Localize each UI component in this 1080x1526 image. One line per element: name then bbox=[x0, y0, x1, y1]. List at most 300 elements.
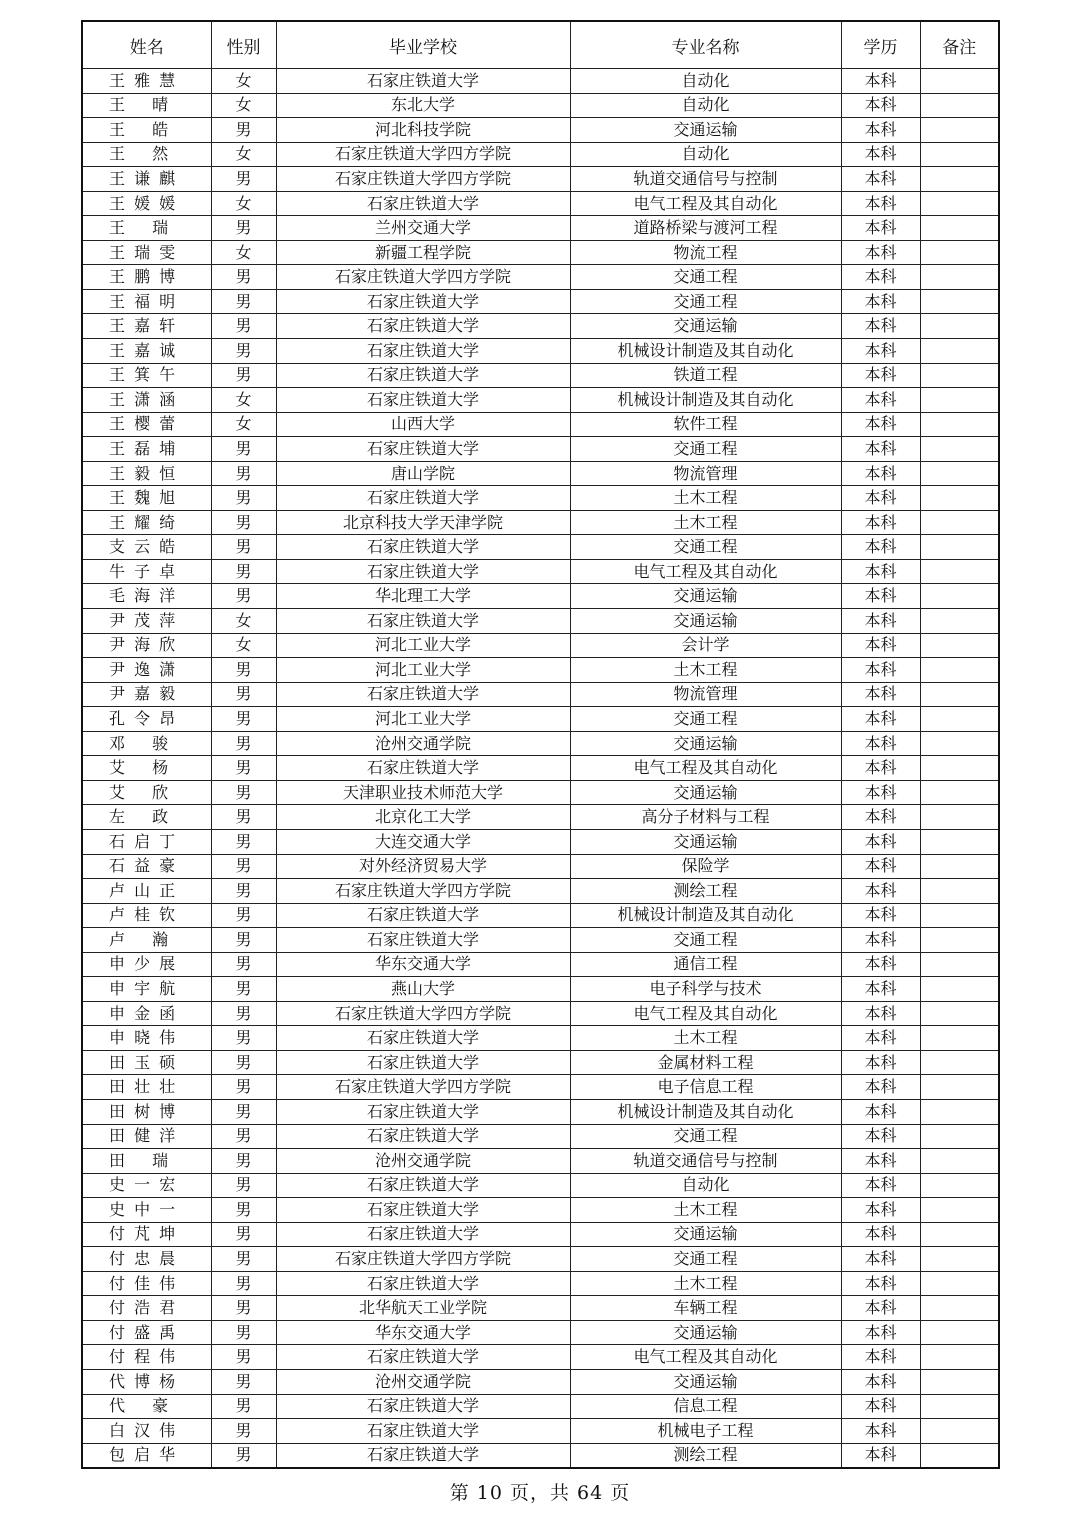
cell-school: 沧州交通学院 bbox=[276, 731, 570, 756]
cell-remark bbox=[920, 707, 999, 732]
cell-gender: 男 bbox=[211, 1198, 276, 1223]
table-row bbox=[82, 240, 999, 265]
table-row bbox=[82, 339, 999, 364]
cell-degree: 本科 bbox=[841, 363, 920, 388]
table-row bbox=[82, 1296, 999, 1321]
cell-degree: 本科 bbox=[841, 1369, 920, 1394]
cell-school: 唐山学院 bbox=[276, 461, 570, 486]
cell-remark bbox=[920, 879, 999, 904]
table-row bbox=[82, 93, 999, 118]
table-row bbox=[82, 510, 999, 535]
cell-degree: 本科 bbox=[841, 977, 920, 1002]
cell-remark bbox=[920, 1247, 999, 1272]
cell-name: 白 汉 伟 bbox=[82, 1419, 211, 1444]
cell-major: 土木工程 bbox=[570, 1026, 841, 1051]
header-degree: 学历 bbox=[841, 21, 920, 69]
cell-degree: 本科 bbox=[841, 829, 920, 854]
cell-degree: 本科 bbox=[841, 682, 920, 707]
cell-major: 交通工程 bbox=[570, 265, 841, 290]
cell-name: 艾 杨 bbox=[82, 756, 211, 781]
cell-school: 石家庄铁道大学 bbox=[276, 388, 570, 413]
cell-major: 交通运输 bbox=[570, 1320, 841, 1345]
cell-major: 道路桥梁与渡河工程 bbox=[570, 216, 841, 241]
table-row bbox=[82, 1149, 999, 1174]
cell-school: 石家庄铁道大学 bbox=[276, 1419, 570, 1444]
cell-name: 王 鹏 博 bbox=[82, 265, 211, 290]
cell-name: 支 云 皓 bbox=[82, 535, 211, 560]
cell-remark bbox=[920, 829, 999, 854]
header-school: 毕业学校 bbox=[276, 21, 570, 69]
cell-school: 沧州交通学院 bbox=[276, 1149, 570, 1174]
cell-remark bbox=[920, 191, 999, 216]
table-row bbox=[82, 903, 999, 928]
cell-name: 牛 子 卓 bbox=[82, 559, 211, 584]
cell-school: 兰州交通大学 bbox=[276, 216, 570, 241]
cell-name: 王 瑞 bbox=[82, 216, 211, 241]
cell-degree: 本科 bbox=[841, 952, 920, 977]
cell-gender: 男 bbox=[211, 1099, 276, 1124]
cell-name: 史 中 一 bbox=[82, 1198, 211, 1223]
table-row bbox=[82, 879, 999, 904]
cell-school: 石家庄铁道大学四方学院 bbox=[276, 265, 570, 290]
table-row bbox=[82, 167, 999, 192]
cell-degree: 本科 bbox=[841, 928, 920, 953]
cell-remark bbox=[920, 93, 999, 118]
cell-remark bbox=[920, 952, 999, 977]
cell-degree: 本科 bbox=[841, 240, 920, 265]
cell-name: 石 益 豪 bbox=[82, 854, 211, 879]
cell-major: 机械设计制造及其自动化 bbox=[570, 903, 841, 928]
cell-school: 石家庄铁道大学 bbox=[276, 1173, 570, 1198]
cell-name: 代 豪 bbox=[82, 1394, 211, 1419]
cell-remark bbox=[920, 216, 999, 241]
cell-school: 石家庄铁道大学四方学院 bbox=[276, 142, 570, 167]
table-row bbox=[82, 609, 999, 634]
cell-gender: 男 bbox=[211, 1222, 276, 1247]
cell-degree: 本科 bbox=[841, 1124, 920, 1149]
table-row bbox=[82, 1247, 999, 1272]
table-row bbox=[82, 1394, 999, 1419]
cell-major: 交通工程 bbox=[570, 289, 841, 314]
cell-degree: 本科 bbox=[841, 486, 920, 511]
table-row bbox=[82, 363, 999, 388]
cell-gender: 男 bbox=[211, 486, 276, 511]
cell-gender: 男 bbox=[211, 1001, 276, 1026]
cell-gender: 女 bbox=[211, 69, 276, 94]
cell-major: 交通运输 bbox=[570, 609, 841, 634]
cell-name: 王 雅 慧 bbox=[82, 69, 211, 94]
cell-gender: 男 bbox=[211, 952, 276, 977]
cell-degree: 本科 bbox=[841, 1026, 920, 1051]
cell-name: 申 少 展 bbox=[82, 952, 211, 977]
cell-remark bbox=[920, 1099, 999, 1124]
cell-gender: 男 bbox=[211, 510, 276, 535]
cell-major: 电子科学与技术 bbox=[570, 977, 841, 1002]
cell-major: 电气工程及其自动化 bbox=[570, 756, 841, 781]
cell-gender: 男 bbox=[211, 559, 276, 584]
table-row bbox=[82, 854, 999, 879]
table-row bbox=[82, 1001, 999, 1026]
cell-major: 高分子材料与工程 bbox=[570, 805, 841, 830]
cell-remark bbox=[920, 559, 999, 584]
cell-major: 电气工程及其自动化 bbox=[570, 1345, 841, 1370]
cell-name: 付 盛 禹 bbox=[82, 1320, 211, 1345]
cell-degree: 本科 bbox=[841, 339, 920, 364]
cell-remark bbox=[920, 1394, 999, 1419]
cell-school: 石家庄铁道大学 bbox=[276, 1026, 570, 1051]
cell-remark bbox=[920, 289, 999, 314]
table-row bbox=[82, 658, 999, 683]
cell-school: 石家庄铁道大学 bbox=[276, 609, 570, 634]
cell-name: 付 芃 坤 bbox=[82, 1222, 211, 1247]
cell-remark bbox=[920, 1050, 999, 1075]
cell-gender: 男 bbox=[211, 903, 276, 928]
cell-major: 土木工程 bbox=[570, 1271, 841, 1296]
cell-school: 石家庄铁道大学 bbox=[276, 903, 570, 928]
cell-name: 申 宇 航 bbox=[82, 977, 211, 1002]
cell-school: 石家庄铁道大学 bbox=[276, 191, 570, 216]
cell-gender: 男 bbox=[211, 1320, 276, 1345]
cell-major: 机械电子工程 bbox=[570, 1419, 841, 1444]
cell-name: 王 箕 午 bbox=[82, 363, 211, 388]
cell-major: 自动化 bbox=[570, 69, 841, 94]
table-row bbox=[82, 1419, 999, 1444]
cell-remark bbox=[920, 609, 999, 634]
cell-remark bbox=[920, 535, 999, 560]
cell-remark bbox=[920, 388, 999, 413]
cell-degree: 本科 bbox=[841, 265, 920, 290]
cell-remark bbox=[920, 1124, 999, 1149]
cell-major: 交通运输 bbox=[570, 584, 841, 609]
cell-remark bbox=[920, 510, 999, 535]
table-row bbox=[82, 1075, 999, 1100]
cell-remark bbox=[920, 756, 999, 781]
cell-major: 交通运输 bbox=[570, 1369, 841, 1394]
table-row bbox=[82, 461, 999, 486]
cell-gender: 男 bbox=[211, 437, 276, 462]
cell-school: 大连交通大学 bbox=[276, 829, 570, 854]
cell-name: 田 壮 壮 bbox=[82, 1075, 211, 1100]
cell-degree: 本科 bbox=[841, 609, 920, 634]
table-row bbox=[82, 633, 999, 658]
cell-gender: 男 bbox=[211, 1443, 276, 1468]
cell-major: 通信工程 bbox=[570, 952, 841, 977]
table-row bbox=[82, 265, 999, 290]
cell-gender: 男 bbox=[211, 756, 276, 781]
table-header bbox=[82, 21, 999, 69]
cell-gender: 女 bbox=[211, 412, 276, 437]
cell-name: 田 树 博 bbox=[82, 1099, 211, 1124]
cell-school: 石家庄铁道大学 bbox=[276, 69, 570, 94]
cell-school: 山西大学 bbox=[276, 412, 570, 437]
cell-degree: 本科 bbox=[841, 1345, 920, 1370]
cell-name: 卢 山 正 bbox=[82, 879, 211, 904]
cell-remark bbox=[920, 854, 999, 879]
cell-name: 王 嘉 诚 bbox=[82, 339, 211, 364]
cell-gender: 男 bbox=[211, 461, 276, 486]
cell-gender: 男 bbox=[211, 1124, 276, 1149]
cell-major: 车辆工程 bbox=[570, 1296, 841, 1321]
cell-degree: 本科 bbox=[841, 191, 920, 216]
cell-gender: 男 bbox=[211, 731, 276, 756]
cell-gender: 男 bbox=[211, 1026, 276, 1051]
cell-major: 交通运输 bbox=[570, 829, 841, 854]
cell-major: 交通工程 bbox=[570, 1247, 841, 1272]
cell-major: 土木工程 bbox=[570, 486, 841, 511]
cell-gender: 男 bbox=[211, 584, 276, 609]
table-row bbox=[82, 314, 999, 339]
cell-remark bbox=[920, 1075, 999, 1100]
cell-name: 卢 瀚 bbox=[82, 928, 211, 953]
cell-school: 北华航天工业学院 bbox=[276, 1296, 570, 1321]
cell-major: 交通运输 bbox=[570, 780, 841, 805]
cell-gender: 男 bbox=[211, 265, 276, 290]
cell-degree: 本科 bbox=[841, 69, 920, 94]
cell-school: 石家庄铁道大学 bbox=[276, 1443, 570, 1468]
cell-gender: 男 bbox=[211, 1247, 276, 1272]
cell-name: 付 程 伟 bbox=[82, 1345, 211, 1370]
cell-school: 新疆工程学院 bbox=[276, 240, 570, 265]
cell-remark bbox=[920, 1320, 999, 1345]
cell-name: 田 玉 硕 bbox=[82, 1050, 211, 1075]
cell-degree: 本科 bbox=[841, 879, 920, 904]
cell-name: 王 媛 媛 bbox=[82, 191, 211, 216]
cell-school: 石家庄铁道大学 bbox=[276, 1222, 570, 1247]
cell-major: 自动化 bbox=[570, 1173, 841, 1198]
cell-major: 物流管理 bbox=[570, 461, 841, 486]
cell-major: 电气工程及其自动化 bbox=[570, 559, 841, 584]
cell-gender: 男 bbox=[211, 780, 276, 805]
cell-major: 保险学 bbox=[570, 854, 841, 879]
table-row bbox=[82, 1124, 999, 1149]
table-row bbox=[82, 928, 999, 953]
table-row bbox=[82, 118, 999, 143]
cell-name: 王 皓 bbox=[82, 118, 211, 143]
cell-gender: 女 bbox=[211, 633, 276, 658]
header-row bbox=[82, 21, 999, 69]
cell-degree: 本科 bbox=[841, 1050, 920, 1075]
cell-remark bbox=[920, 1149, 999, 1174]
cell-school: 石家庄铁道大学 bbox=[276, 314, 570, 339]
cell-degree: 本科 bbox=[841, 707, 920, 732]
cell-school: 河北工业大学 bbox=[276, 633, 570, 658]
table-row bbox=[82, 1099, 999, 1124]
cell-name: 田 健 洋 bbox=[82, 1124, 211, 1149]
cell-gender: 男 bbox=[211, 829, 276, 854]
cell-school: 石家庄铁道大学四方学院 bbox=[276, 1001, 570, 1026]
cell-remark bbox=[920, 118, 999, 143]
cell-name: 王 嘉 轩 bbox=[82, 314, 211, 339]
cell-school: 石家庄铁道大学 bbox=[276, 1394, 570, 1419]
cell-gender: 男 bbox=[211, 1394, 276, 1419]
cell-school: 沧州交通学院 bbox=[276, 1369, 570, 1394]
cell-major: 物流工程 bbox=[570, 240, 841, 265]
table-row bbox=[82, 559, 999, 584]
cell-name: 王 瑞 雯 bbox=[82, 240, 211, 265]
cell-major: 自动化 bbox=[570, 142, 841, 167]
cell-degree: 本科 bbox=[841, 780, 920, 805]
cell-major: 土木工程 bbox=[570, 658, 841, 683]
cell-name: 王 魏 旭 bbox=[82, 486, 211, 511]
table-row bbox=[82, 1369, 999, 1394]
cell-gender: 男 bbox=[211, 928, 276, 953]
table-row bbox=[82, 486, 999, 511]
cell-remark bbox=[920, 461, 999, 486]
cell-name: 尹 海 欣 bbox=[82, 633, 211, 658]
cell-name: 左 政 bbox=[82, 805, 211, 830]
cell-remark bbox=[920, 584, 999, 609]
cell-remark bbox=[920, 682, 999, 707]
cell-school: 东北大学 bbox=[276, 93, 570, 118]
cell-degree: 本科 bbox=[841, 1443, 920, 1468]
cell-major: 物流管理 bbox=[570, 682, 841, 707]
cell-remark bbox=[920, 314, 999, 339]
cell-gender: 男 bbox=[211, 535, 276, 560]
cell-remark bbox=[920, 265, 999, 290]
cell-degree: 本科 bbox=[841, 1001, 920, 1026]
cell-gender: 男 bbox=[211, 682, 276, 707]
cell-degree: 本科 bbox=[841, 510, 920, 535]
cell-gender: 男 bbox=[211, 879, 276, 904]
cell-major: 测绘工程 bbox=[570, 879, 841, 904]
cell-degree: 本科 bbox=[841, 167, 920, 192]
cell-remark bbox=[920, 731, 999, 756]
cell-school: 石家庄铁道大学四方学院 bbox=[276, 1075, 570, 1100]
cell-degree: 本科 bbox=[841, 1271, 920, 1296]
cell-gender: 男 bbox=[211, 658, 276, 683]
cell-name: 邓 骏 bbox=[82, 731, 211, 756]
cell-school: 北京科技大学天津学院 bbox=[276, 510, 570, 535]
cell-remark bbox=[920, 780, 999, 805]
table-row bbox=[82, 805, 999, 830]
cell-major: 交通运输 bbox=[570, 731, 841, 756]
cell-major: 自动化 bbox=[570, 93, 841, 118]
cell-name: 毛 海 洋 bbox=[82, 584, 211, 609]
cell-degree: 本科 bbox=[841, 437, 920, 462]
cell-gender: 女 bbox=[211, 240, 276, 265]
cell-major: 铁道工程 bbox=[570, 363, 841, 388]
cell-degree: 本科 bbox=[841, 314, 920, 339]
cell-major: 机械设计制造及其自动化 bbox=[570, 339, 841, 364]
cell-name: 王 然 bbox=[82, 142, 211, 167]
table-row bbox=[82, 1026, 999, 1051]
cell-remark bbox=[920, 903, 999, 928]
cell-degree: 本科 bbox=[841, 633, 920, 658]
cell-gender: 男 bbox=[211, 1149, 276, 1174]
cell-gender: 女 bbox=[211, 609, 276, 634]
cell-gender: 女 bbox=[211, 93, 276, 118]
header-remark: 备注 bbox=[920, 21, 999, 69]
cell-remark bbox=[920, 1198, 999, 1223]
cell-gender: 女 bbox=[211, 191, 276, 216]
cell-major: 电气工程及其自动化 bbox=[570, 1001, 841, 1026]
cell-remark bbox=[920, 1001, 999, 1026]
cell-school: 华东交通大学 bbox=[276, 952, 570, 977]
cell-name: 王 潇 涵 bbox=[82, 388, 211, 413]
graduate-roster-table bbox=[81, 20, 1000, 1469]
cell-gender: 女 bbox=[211, 388, 276, 413]
cell-name: 付 忠 晨 bbox=[82, 1247, 211, 1272]
cell-name: 王 磊 埔 bbox=[82, 437, 211, 462]
cell-remark bbox=[920, 1296, 999, 1321]
cell-remark bbox=[920, 412, 999, 437]
cell-gender: 男 bbox=[211, 1369, 276, 1394]
cell-school: 石家庄铁道大学 bbox=[276, 486, 570, 511]
cell-major: 交通工程 bbox=[570, 1124, 841, 1149]
cell-name: 尹 茂 萍 bbox=[82, 609, 211, 634]
cell-remark bbox=[920, 1419, 999, 1444]
cell-remark bbox=[920, 805, 999, 830]
table-row bbox=[82, 388, 999, 413]
cell-name: 尹 嘉 毅 bbox=[82, 682, 211, 707]
cell-gender: 男 bbox=[211, 289, 276, 314]
cell-degree: 本科 bbox=[841, 1099, 920, 1124]
cell-school: 石家庄铁道大学 bbox=[276, 756, 570, 781]
cell-degree: 本科 bbox=[841, 1173, 920, 1198]
table-row bbox=[82, 1050, 999, 1075]
cell-school: 石家庄铁道大学四方学院 bbox=[276, 1247, 570, 1272]
cell-remark bbox=[920, 363, 999, 388]
cell-remark bbox=[920, 1222, 999, 1247]
table-row bbox=[82, 829, 999, 854]
cell-name: 石 启 丁 bbox=[82, 829, 211, 854]
cell-school: 石家庄铁道大学 bbox=[276, 1345, 570, 1370]
cell-major: 电子信息工程 bbox=[570, 1075, 841, 1100]
cell-major: 交通运输 bbox=[570, 118, 841, 143]
table-row bbox=[82, 412, 999, 437]
cell-major: 会计学 bbox=[570, 633, 841, 658]
cell-name: 王 耀 绮 bbox=[82, 510, 211, 535]
cell-degree: 本科 bbox=[841, 388, 920, 413]
cell-major: 交通工程 bbox=[570, 928, 841, 953]
cell-major: 交通工程 bbox=[570, 437, 841, 462]
table-row bbox=[82, 731, 999, 756]
cell-degree: 本科 bbox=[841, 461, 920, 486]
cell-gender: 男 bbox=[211, 1050, 276, 1075]
cell-school: 石家庄铁道大学 bbox=[276, 1198, 570, 1223]
cell-degree: 本科 bbox=[841, 118, 920, 143]
table-row bbox=[82, 1345, 999, 1370]
cell-remark bbox=[920, 1369, 999, 1394]
cell-remark bbox=[920, 1173, 999, 1198]
cell-major: 轨道交通信号与控制 bbox=[570, 167, 841, 192]
cell-remark bbox=[920, 658, 999, 683]
cell-gender: 女 bbox=[211, 142, 276, 167]
cell-school: 河北科技学院 bbox=[276, 118, 570, 143]
cell-major: 金属材料工程 bbox=[570, 1050, 841, 1075]
table-row bbox=[82, 142, 999, 167]
cell-name: 卢 桂 钦 bbox=[82, 903, 211, 928]
cell-degree: 本科 bbox=[841, 559, 920, 584]
table-row bbox=[82, 756, 999, 781]
table-row bbox=[82, 535, 999, 560]
cell-school: 石家庄铁道大学 bbox=[276, 682, 570, 707]
cell-gender: 男 bbox=[211, 977, 276, 1002]
cell-school: 华北理工大学 bbox=[276, 584, 570, 609]
table-row bbox=[82, 1222, 999, 1247]
cell-school: 石家庄铁道大学 bbox=[276, 559, 570, 584]
cell-major: 交通工程 bbox=[570, 535, 841, 560]
cell-name: 孔 令 昂 bbox=[82, 707, 211, 732]
cell-school: 河北工业大学 bbox=[276, 658, 570, 683]
cell-major: 土木工程 bbox=[570, 510, 841, 535]
cell-name: 申 晓 伟 bbox=[82, 1026, 211, 1051]
cell-major: 交通运输 bbox=[570, 314, 841, 339]
table-row bbox=[82, 289, 999, 314]
table-row bbox=[82, 977, 999, 1002]
cell-degree: 本科 bbox=[841, 1419, 920, 1444]
cell-school: 石家庄铁道大学四方学院 bbox=[276, 167, 570, 192]
